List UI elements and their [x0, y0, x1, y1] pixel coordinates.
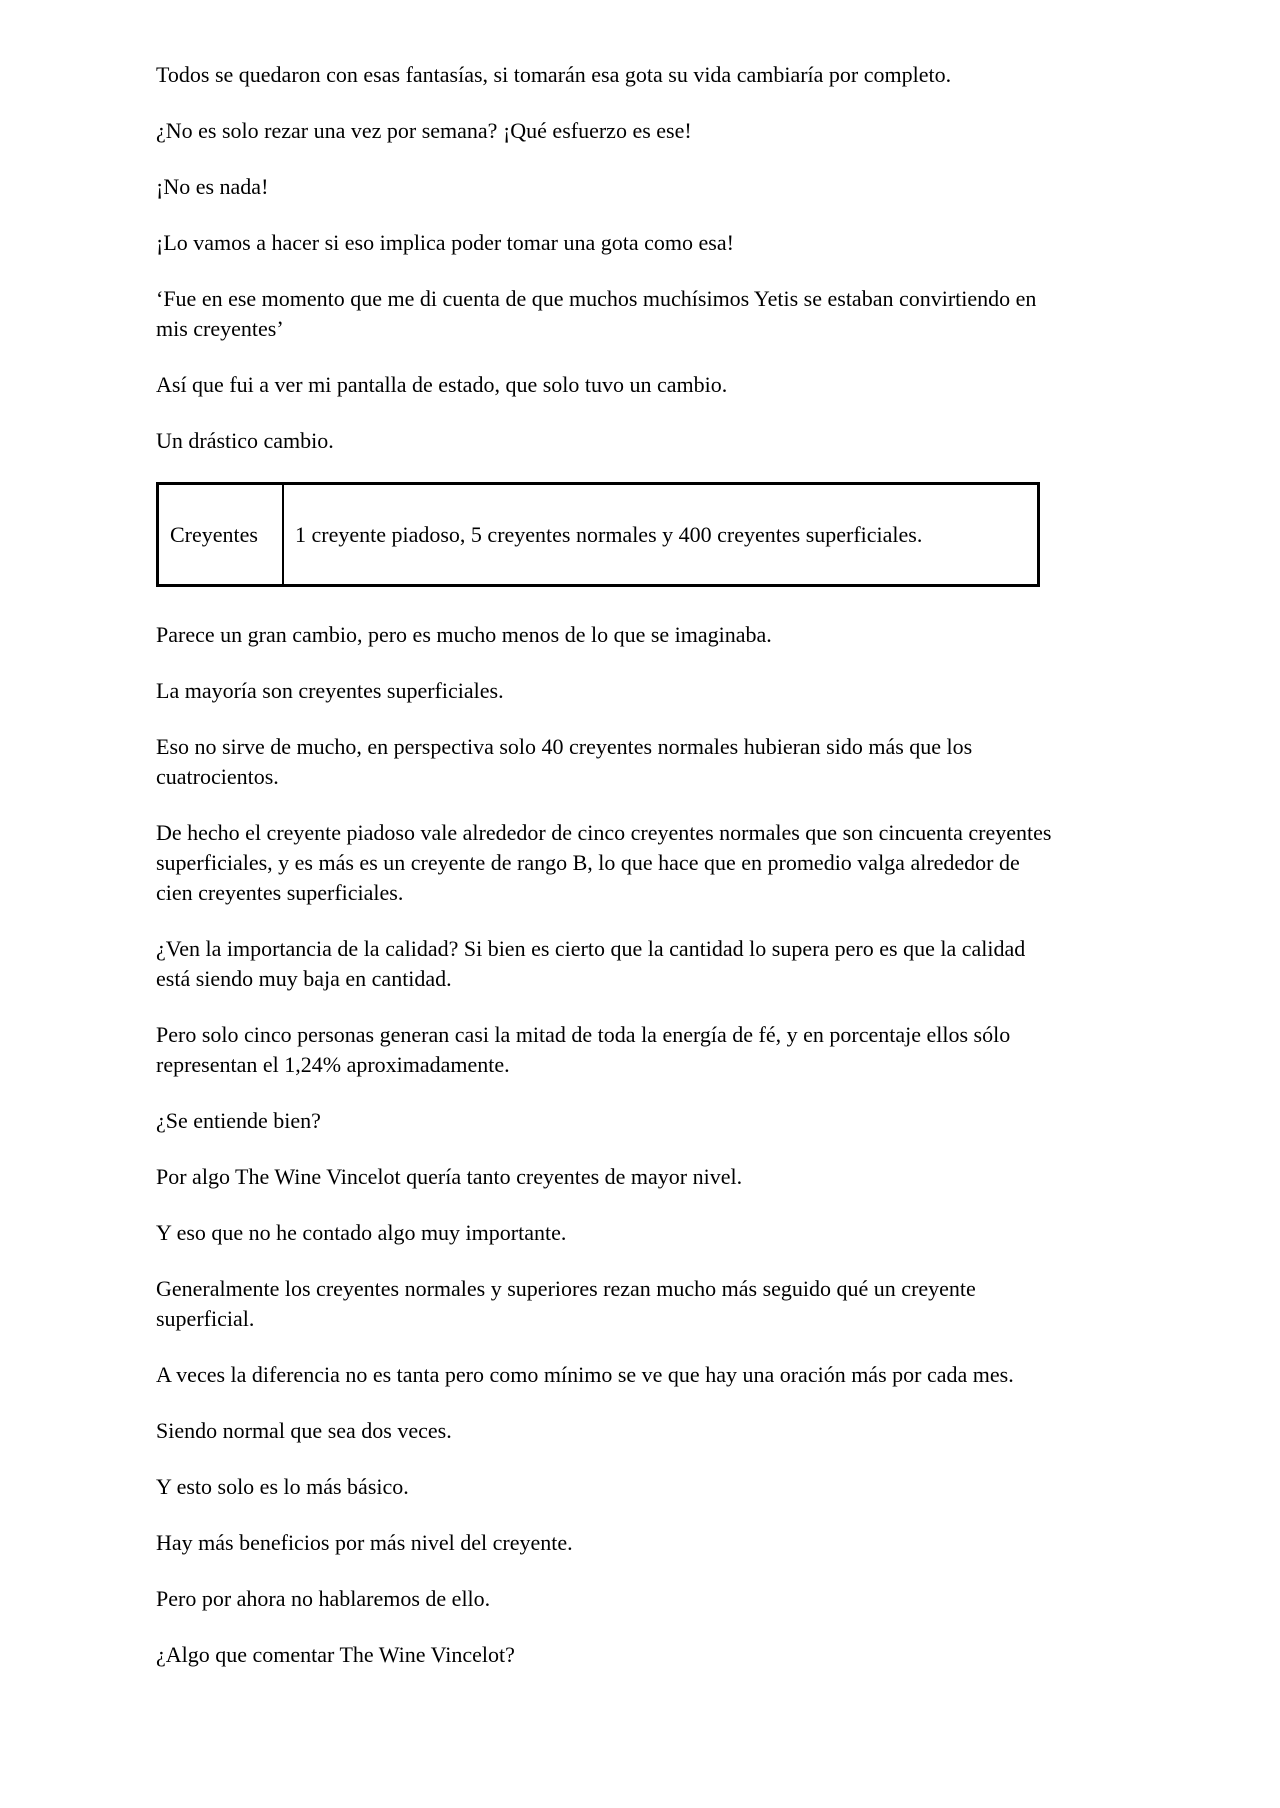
status-table: [156, 482, 1040, 587]
table-value-cell: 1 creyente piadoso, 5 creyentes normales y 400 creyentes superficiales.: [283, 484, 1039, 586]
paragraph: ¿Se entiende bien?: [156, 1108, 321, 1133]
paragraph: A veces la diferencia no es tanta pero como mínimo se ve que hay una oración más por cada mes.: [156, 1362, 1014, 1387]
paragraph: Eso no sirve de mucho, en perspectiva solo 40 creyentes normales hubieran sido más que los cuatrocientos.: [156, 734, 973, 789]
paragraph: La mayoría son creyentes superficiales.: [156, 678, 504, 703]
paragraph: ¿No es solo rezar una vez por semana? ¡Qué esfuerzo es ese!: [156, 118, 692, 143]
paragraph: Y eso que no he contado algo muy importante.: [156, 1220, 567, 1245]
paragraph: Y esto solo es lo más básico.: [156, 1474, 409, 1499]
paragraph: ¿Ven la importancia de la calidad? Si bien es cierto que la cantidad lo supera pero es que la calidad está siendo muy baja en cantidad.: [156, 936, 1026, 991]
document-content: [156, 60, 1056, 1670]
paragraph: Pero solo cinco personas generan casi la mitad de toda la energía de fé, y en porcentaje ellos sólo representan el 1,24% aproximadamente.: [156, 1022, 1011, 1077]
paragraph: ¿Algo que comentar The Wine Vincelot?: [156, 1642, 515, 1667]
paragraph: ¡No es nada!: [156, 174, 269, 199]
table-label-cell: Creyentes: [158, 484, 284, 586]
paragraph: Parece un gran cambio, pero es mucho menos de lo que se imaginaba.: [156, 622, 772, 647]
paragraph: Así que fui a ver mi pantalla de estado, que solo tuvo un cambio.: [156, 372, 728, 397]
paragraph: De hecho el creyente piadoso vale alrededor de cinco creyentes normales que son cincuenta creyentes superficiales, y es más es un creyente de rango B, lo que hace que en promedio valga alrededor de cien creyentes superficiales.: [156, 820, 1052, 905]
paragraph-group-top: [156, 60, 1056, 456]
paragraph: ‘Fue en ese momento que me di cuenta de que muchos muchísimos Yetis se estaban convirtiendo en mis creyentes’: [156, 286, 1037, 341]
paragraph: ¡Lo vamos a hacer si eso implica poder tomar una gota como esa!: [156, 230, 734, 255]
status-table-row: [158, 484, 1039, 586]
paragraph: Hay más beneficios por más nivel del creyente.: [156, 1530, 573, 1555]
paragraph: Generalmente los creyentes normales y superiores rezan mucho más seguido qué un creyente superficial.: [156, 1276, 976, 1331]
paragraph: Un drástico cambio.: [156, 428, 334, 453]
paragraph: Todos se quedaron con esas fantasías, si tomarán esa gota su vida cambiaría por completo.: [156, 62, 952, 87]
paragraph-group-bottom: [156, 620, 1056, 1670]
paragraph: Siendo normal que sea dos veces.: [156, 1418, 452, 1443]
paragraph: Pero por ahora no hablaremos de ello.: [156, 1586, 491, 1611]
status-table-body: [158, 484, 1039, 586]
paragraph: Por algo The Wine Vincelot quería tanto creyentes de mayor nivel.: [156, 1164, 743, 1189]
